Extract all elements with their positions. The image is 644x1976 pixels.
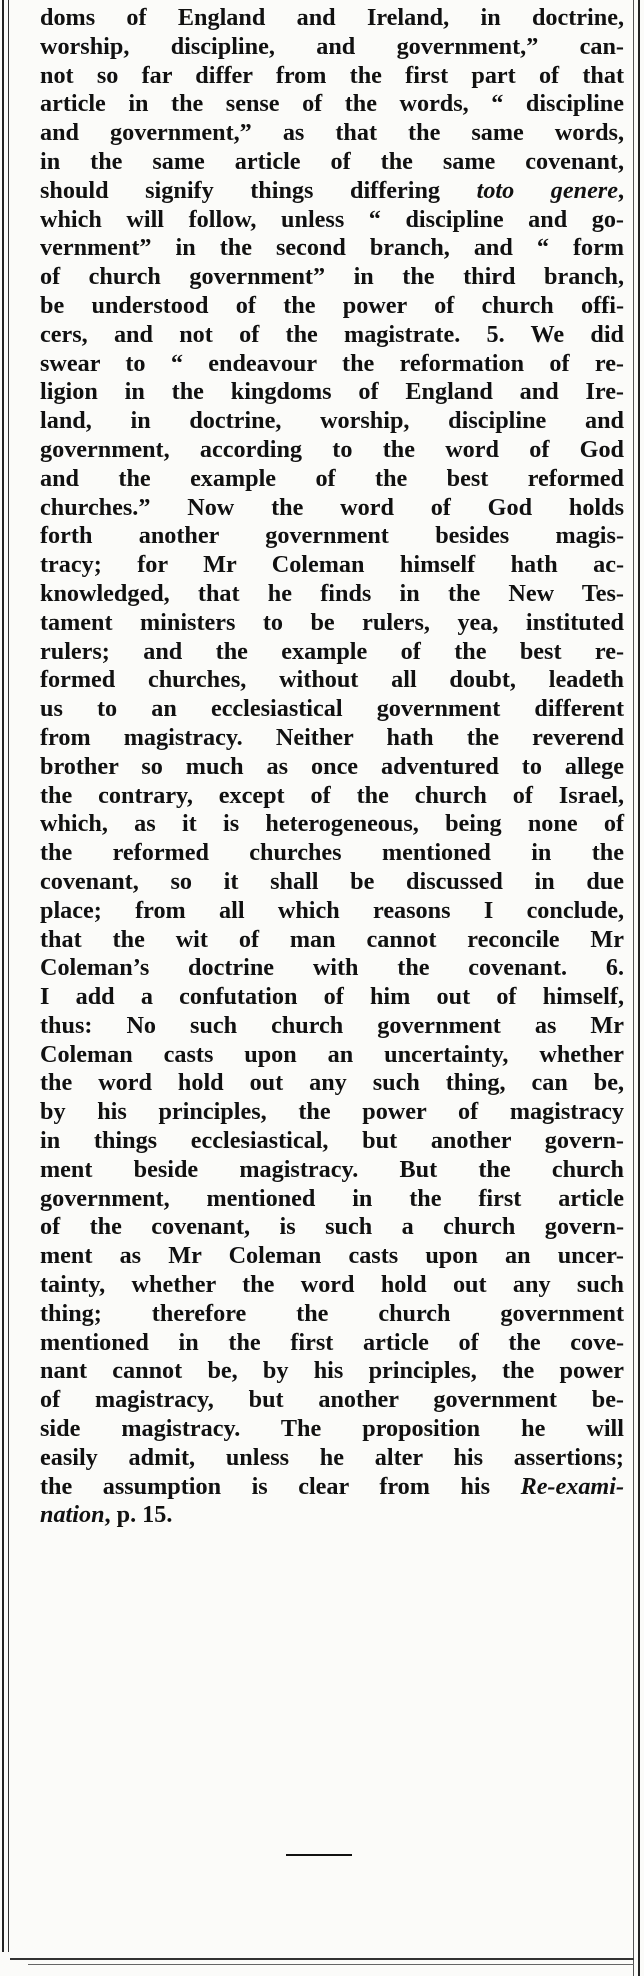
text-line: by his principles, the power of magistracy [40, 1098, 624, 1126]
text-line: ligion in the kingdoms of England and Ire- [40, 378, 624, 406]
text-line: forth another government besides magis- [40, 522, 624, 550]
text-line: nation, p. 15. [40, 1501, 173, 1529]
text-line: place; from all which reasons I conclude, [40, 896, 624, 924]
text-line: not so far differ from the first part of that [40, 61, 624, 89]
text-line: the reformed churches mentioned in the [40, 839, 624, 867]
text-line: be understood of the power of church offi- [40, 291, 624, 319]
text-line: tainty, whether the word hold out any such [40, 1271, 624, 1299]
text-line: Coleman casts upon an uncertainty, whether [40, 1040, 624, 1068]
text-line: knowledged, that he finds in the New Tes- [40, 579, 624, 607]
text-line: from magistracy. Neither hath the reverend [40, 723, 624, 751]
text-line: ment beside magistracy. But the church [40, 1155, 624, 1183]
text-line: vernment” in the second branch, and “ form [40, 234, 624, 262]
text-line: mentioned in the first article of the cove- [40, 1328, 624, 1356]
text-line: the contrary, except of the church of Israel, [40, 781, 624, 809]
text-line: that the wit of man cannot reconcile Mr [40, 925, 624, 953]
text-line: in the same article of the same covenant, [40, 147, 624, 175]
text-line: government, mentioned in the first article [40, 1184, 624, 1212]
text-line: doms of England and Ireland, in doctrine, [40, 4, 624, 31]
right-column-inner-rule [633, 0, 634, 1976]
text-line: worship, discipline, and government,” can- [40, 32, 624, 60]
text-line: of magistracy, but another government be- [40, 1386, 624, 1414]
text-line: of church government” in the third branch, [40, 263, 624, 291]
text-line: easily admit, unless he alter his assertions; [40, 1443, 624, 1471]
text-line: side magistracy. The proposition he will [40, 1415, 624, 1443]
text-line: in things ecclesiastical, but another govern- [40, 1127, 624, 1155]
text-line: formed churches, without all doubt, leadeth [40, 666, 624, 694]
text-line: brother so much as once adventured to allege [40, 752, 624, 780]
text-line: land, in doctrine, worship, discipline and [40, 407, 624, 435]
text-line: article in the sense of the words, “ discipline [40, 90, 624, 118]
text-line: nant cannot be, by his principles, the power [40, 1357, 624, 1385]
bottom-rule [10, 1958, 634, 1960]
text-line: swear to “ endeavour the reformation of re- [40, 349, 624, 377]
text-line: should signify things differing toto genere, [40, 176, 624, 204]
text-line: thus: No such church government as Mr [40, 1011, 624, 1039]
text-line: cers, and not of the magistrate. 5. We did [40, 320, 624, 348]
section-divider [286, 1854, 352, 1856]
text-line: rulers; and the example of the best re- [40, 637, 624, 665]
text-line: tament ministers to be rulers, yea, instituted [40, 608, 624, 636]
text-line: I add a confutation of him out of himself, [40, 983, 624, 1011]
text-line: which, as it is heterogeneous, being none of [40, 810, 624, 838]
text-line: thing; therefore the church government [40, 1299, 624, 1327]
left-column-rule [2, 0, 4, 1952]
bottom-rule-secondary [28, 1964, 634, 1965]
text-line: of the covenant, is such a church govern- [40, 1213, 624, 1241]
right-column-rule [638, 0, 640, 1976]
text-line: covenant, so it shall be discussed in due [40, 867, 624, 895]
left-column-inner-rule [8, 0, 9, 1952]
text-line: and government,” as that the same words, [40, 119, 624, 147]
text-line: government, according to the word of God [40, 435, 624, 463]
text-line: the assumption is clear from his Re-exami- [40, 1472, 624, 1500]
text-line: the word hold out any such thing, can be, [40, 1069, 624, 1097]
text-line: churches.” Now the word of God holds [40, 493, 624, 521]
text-line: which will follow, unless “ discipline and go- [40, 205, 624, 233]
text-line: ment as Mr Coleman casts upon an uncer- [40, 1242, 624, 1270]
text-line: and the example of the best reformed [40, 464, 624, 492]
text-line: tracy; for Mr Coleman himself hath ac- [40, 551, 624, 579]
text-line: us to an ecclesiastical government different [40, 695, 624, 723]
text-column [40, 4, 624, 1530]
text-line: Coleman’s doctrine with the covenant. 6. [40, 954, 624, 982]
